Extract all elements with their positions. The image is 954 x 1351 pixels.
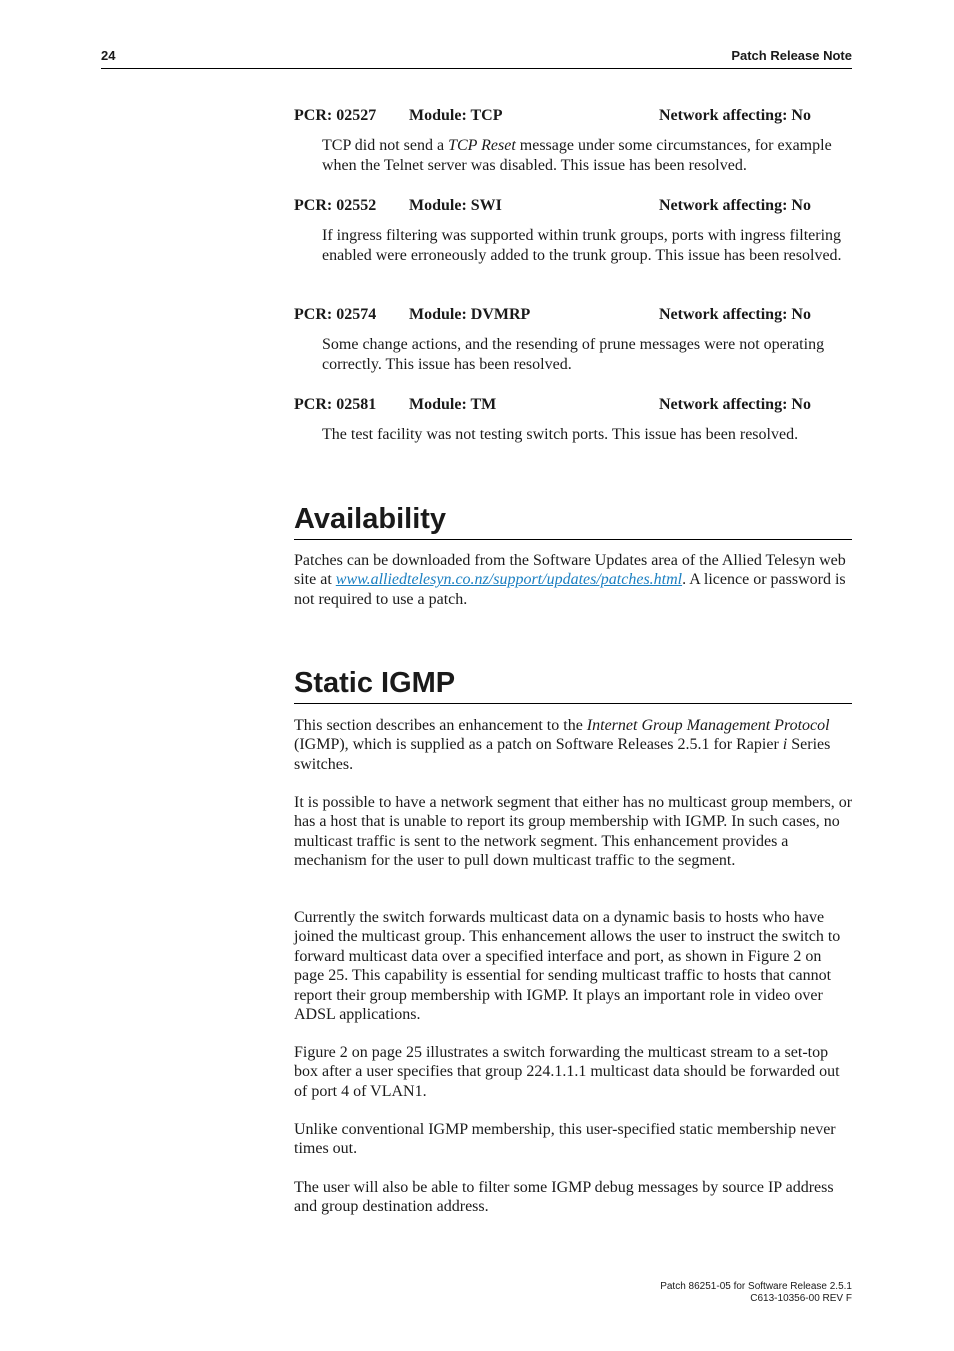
- pcr-number: PCR: 02552: [294, 197, 377, 214]
- static-igmp-heading: Static IGMP: [294, 666, 852, 704]
- pcr-network-affecting: Network affecting: No: [659, 107, 811, 124]
- pcr-description: The test facility was not testing switch ports. This issue has been resolved.: [322, 426, 799, 443]
- pcr-module: Module: TCP: [409, 107, 503, 124]
- pcr-entry: [294, 197, 852, 265]
- igmp-paragraph: The user will also be able to filter some IGMP debug messages by source IP address and group destination address.: [294, 1179, 834, 1216]
- pcr-entry: [294, 396, 852, 445]
- pcr-number: PCR: 02574: [294, 306, 377, 323]
- pcr-number: PCR: 02581: [294, 396, 377, 413]
- pcr-module: Module: SWI: [409, 197, 502, 214]
- availability-paragraph: Patches can be downloaded from the Software Updates area of the Allied Telesyn web site at www.alliedtelesyn.co.nz/support/updates/patches.html. A licence or password is not required to use a patch.: [294, 552, 846, 608]
- pcr-description: If ingress filtering was supported within trunk groups, ports with ingress filtering enabled were erroneously added to the trunk group. This issue has been resolved.: [322, 227, 842, 264]
- pcr-network-affecting: Network affecting: No: [659, 197, 811, 214]
- pcr-heading: [294, 396, 852, 418]
- pcr-number: PCR: 02527: [294, 107, 377, 124]
- igmp-paragraph: Unlike conventional IGMP membership, this user-specified static membership never times out.: [294, 1121, 836, 1158]
- igmp-paragraph: Currently the switch forwards multicast data on a dynamic basis to hosts who have joined the multicast group. This enhancement allows the user to instruct the switch to forward multicast data over a specified interface and port, as shown in Figure 2 on page 25. This capability is essential for sending multicast traffic to hosts that cannot report their group membership with IGMP. It plays an important role in video over ADSL applications.: [294, 909, 841, 1024]
- igmp-intro-paragraph: This section describes an enhancement to the Internet Group Management Protocol (IGMP), which is supplied as a patch on Software Releases 2.5.1 for Rapier i Series switches.: [294, 717, 831, 773]
- pcr-entry: [294, 107, 852, 175]
- pcr-network-affecting: Network affecting: No: [659, 396, 811, 413]
- page-footer: [660, 1281, 852, 1305]
- pcr-description: TCP did not send a TCP Reset message under some circumstances, for example when the Telnet server was disabled. This issue has been resolved.: [322, 137, 832, 174]
- igmp-paragraph: Figure 2 on page 25 illustrates a switch forwarding the multicast stream to a set-top box after a user specifies that group 224.1.1.1 multicast data should be forwarded out of port 4 of VLAN1.: [294, 1044, 840, 1100]
- pcr-entry: [294, 306, 852, 374]
- pcr-network-affecting: Network affecting: No: [659, 306, 811, 323]
- document-title: Patch Release Note: [731, 48, 852, 63]
- page-number: 24: [101, 48, 116, 63]
- footer-patch-line: Patch 86251-05 for Software Release 2.5.1: [660, 1281, 852, 1292]
- pcr-heading: [294, 306, 852, 328]
- availability-heading: Availability: [294, 502, 852, 540]
- igmp-paragraph: It is possible to have a network segment that either has no multicast group members, or has a host that is unable to report its group membership with IGMP. In such cases, no multicast traffic is sent to the network segment. This enhancement provides a mechanism for the user to pull down multicast traffic to the segment.: [294, 794, 853, 870]
- patches-link[interactable]: www.alliedtelesyn.co.nz/support/updates/patches.html: [335, 571, 683, 589]
- pcr-module: Module: DVMRP: [409, 306, 531, 323]
- pcr-heading: [294, 197, 852, 219]
- pcr-description: Some change actions, and the resending of prune messages were not operating correctly. This issue has been resolved.: [322, 336, 825, 373]
- footer-doc-id: C613-10356-00 REV F: [750, 1293, 852, 1304]
- pcr-heading: [294, 107, 852, 129]
- pcr-module: Module: TM: [409, 396, 497, 413]
- page-header: [101, 48, 852, 69]
